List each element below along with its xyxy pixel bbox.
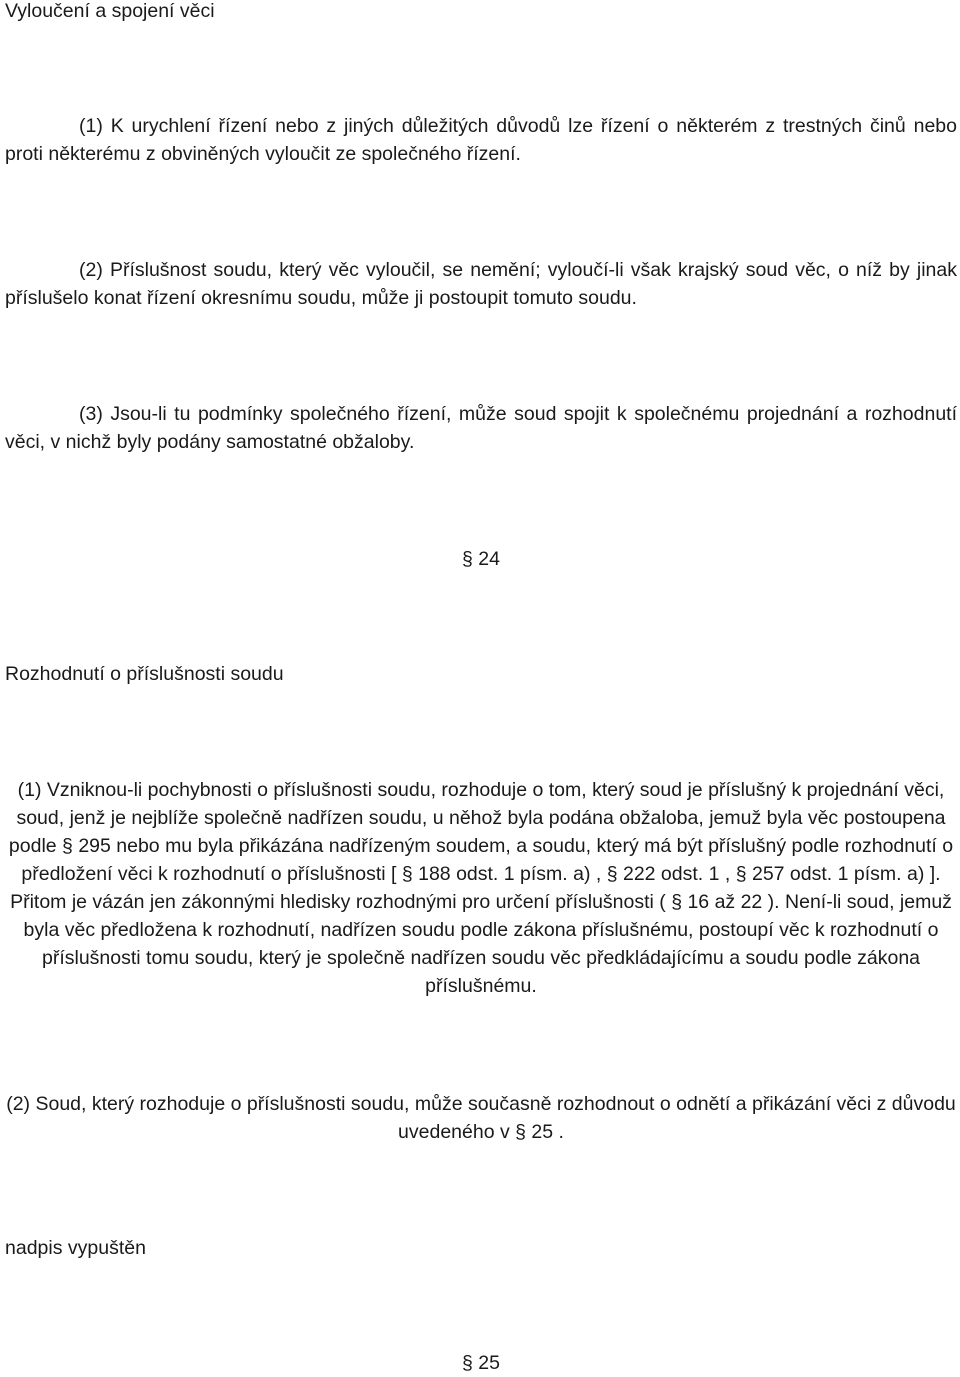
section-number-24: § 24 xyxy=(462,548,500,570)
paragraph-1: (1) K urychlení řízení nebo z jiných důležitých důvodů lze řízení o některém z trestných činů nebo proti některému z obviněných vyloučit ze společného řízení. xyxy=(5,115,957,165)
heading-nadpis-vypusten: nadpis vypuštěn xyxy=(5,1237,146,1259)
section-heading-rozhodnuti: Rozhodnutí o příslušnosti soudu xyxy=(5,663,284,685)
paragraph-2: (2) Příslušnost soudu, který věc vyloučil, se nemění; vyloučí-li však krajský soud věc, o níž by jinak příslušelo konat řízení okresnímu soudu, může ji postoupit tomuto soudu. xyxy=(5,259,957,309)
section-heading-vylouceni: Vyloučení a spojení věci xyxy=(5,0,215,22)
section-number-25: § 25 xyxy=(462,1352,500,1374)
paragraph-3: (3) Jsou-li tu podmínky společného řízení, může soud spojit k společnému projednání a rozhodnutí věci, v nichž byly podány samostatné obžaloby. xyxy=(5,403,957,453)
paragraph-5: (2) Soud, který rozhoduje o příslušnosti soudu, může současně rozhodnout o odnětí a přikázání věci z důvodu uvedeného v § 25 . xyxy=(6,1093,956,1143)
paragraph-4: (1) Vzniknou-li pochybnosti o příslušnosti soudu, rozhoduje o tom, který soud je příslušný k projednání věci, soud, jenž je nejblíže společně nadřízen soudu, u něhož byla podána obžaloba, jemuž byla věc postoupena podle § 295 nebo mu byla přikázána nadřízeným soudem, a soudu, který má být příslušný podle rozhodnutí o předložení věci k rozhodnutí o příslušnosti [ § 188 odst. 1 písm. a) , § 222 odst. 1 , § 257 odst. 1 písm. a) ]. Přitom je vázán jen zákonnými hledisky rozhodnými pro určení příslušnosti ( § 16 až 22 ). Není-li soud, jemuž byla věc předložena k rozhodnutí, nadřízen soudu podle zákona příslušnému, postoupí věc k rozhodnutí o příslušnosti tomu soudu, který je společně nadřízen soudu věc předkládajícímu a soudu podle zákona příslušnému. xyxy=(8,779,954,997)
